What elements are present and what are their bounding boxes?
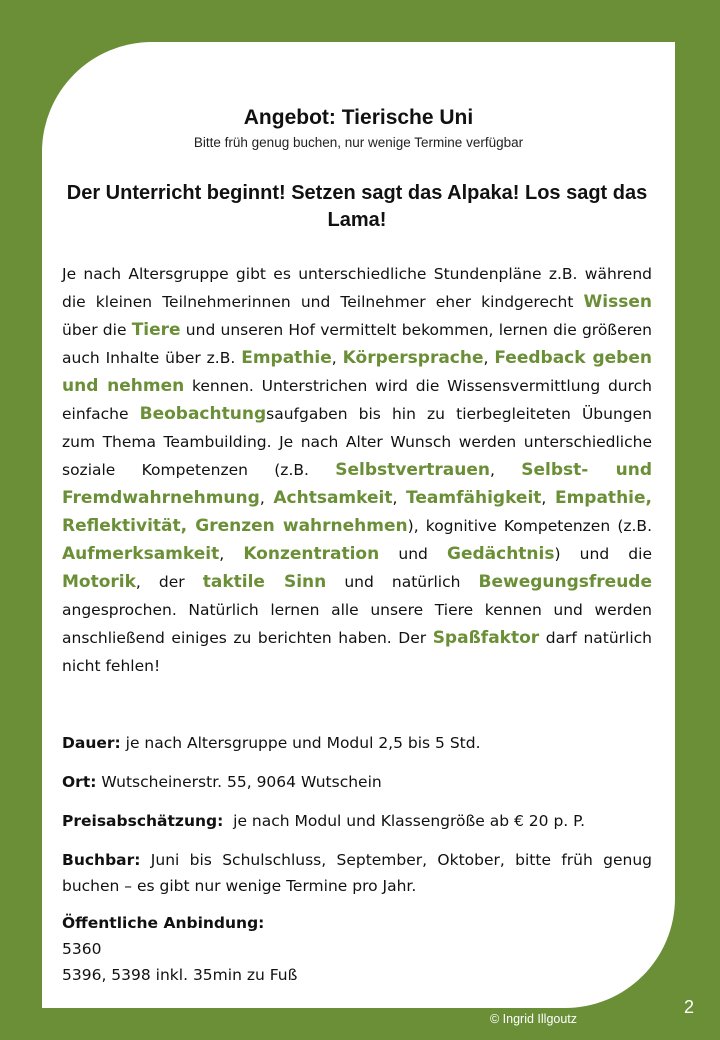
highlight-term: Achtsamkeit [273,488,393,508]
body-text-segment: Je nach Altersgruppe gibt es unterschiedliche Stundenpläne z.B. während die kleinen Teilnehmerinnen und Teilnehmer eher kindgerecht [62,265,652,311]
description-paragraph [62,260,652,680]
info-ort [62,769,652,795]
highlight-term: Aufmerksamkeit [62,544,220,564]
body-text-segment: über die [62,321,132,339]
highlight-term: Selbstvertrauen [335,460,490,480]
highlight-term: Beobachtung [139,404,267,424]
body-text-segment: kennen. Unterstrichen wird die Wissensvermittlung durch einfache [62,377,652,423]
body-text-segment: , der [135,573,203,591]
preis-label: Preisabschätzung: [62,812,224,830]
body-text-segment: , [483,349,495,367]
dauer-label: Dauer: [62,734,121,752]
body-text-segment: saufgaben bis hin zu tierbegleiteten Übungen zum Thema Teambuilding. Je nach Alter Wunsch werden unterschiedliche soziale Kompetenzen (z.B. [62,405,652,479]
anbindung-label: Öffentliche Anbindung: [62,914,265,932]
body-text-segment: , [392,489,407,507]
highlight-term: Empathie, Reflektivität, Grenzen wahrnehmen [62,488,652,536]
page-number: 2 [683,997,694,1017]
page-subtitle: Bitte früh genug buchen, nur wenige Termine verfügbar [193,135,524,150]
highlight-term: Motorik [62,572,136,592]
preis-value: je nach Modul und Klassengröße ab € 20 p. P. [223,812,586,830]
highlight-term: Spaßfaktor [432,628,540,648]
body-text-segment: , [259,489,274,507]
body-text-segment: und [379,545,447,563]
highlight-term: Bewegungsfreude [478,572,652,592]
highlight-term: Tiere [131,320,181,340]
body-text-segment: und unseren Hof vermittelt bekommen, lernen die größeren auch Inhalte über z.B. [62,321,652,367]
body-text-segment: , [331,349,343,367]
body-text-segment: , [219,545,244,563]
dauer-value: je nach Altersgruppe und Modul 2,5 bis 5 Std. [120,734,481,752]
buchbar-value: Juni bis Schulschluss, September, Oktober, bitte früh genug buchen – es gibt nur wenige Termine pro Jahr. [62,851,652,895]
body-text-segment: ), kognitive Kompetenzen (z.B. [407,517,652,535]
info-dauer [62,730,652,756]
body-text-segment: ) und die [554,545,652,563]
highlight-term: Wissen [583,292,652,312]
body-text-segment: darf natürlich nicht fehlen! [62,629,652,675]
body-text-segment: und natürlich [326,573,479,591]
anbindung-line-2: 5396, 5398 inkl. 35min zu Fuß [62,966,298,984]
highlight-term: Selbst- und Fremdwahrnehmung [62,460,652,508]
highlight-term: Konzentration [243,544,380,564]
highlight-term: Feedback geben und nehmen [62,348,652,396]
body-text-segment: angesprochen. Natürlich lernen alle unsere Tiere kennen und werden anschließend einiges zu berichten haben. Der [62,601,652,647]
info-buchbar [62,847,652,899]
headline: Der Unterricht beginnt! Setzen sagt das Alpaka! Los sagt das Lama! [66,182,648,231]
info-preis [62,808,652,834]
highlight-term: Teamfähigkeit [406,488,542,508]
content-card [42,42,675,1008]
copyright-text: © Ingrid Illgoutz [490,1012,578,1026]
body-text-segment: , [541,489,555,507]
highlight-term: Körpersprache [342,348,484,368]
ort-label: Ort: [62,773,97,791]
buchbar-label: Buchbar: [62,851,141,869]
anbindung-line-1: 5360 [62,940,102,958]
highlight-term: Gedächtnis [447,544,555,564]
info-anbindung [62,910,652,988]
ort-value: Wutscheinerstr. 55, 9064 Wutschein [96,773,382,791]
highlight-term: Empathie [241,348,332,368]
body-text-segment: , [489,461,522,479]
page-title: Angebot: Tierische Uni [243,106,474,129]
highlight-term: taktile Sinn [202,572,327,592]
